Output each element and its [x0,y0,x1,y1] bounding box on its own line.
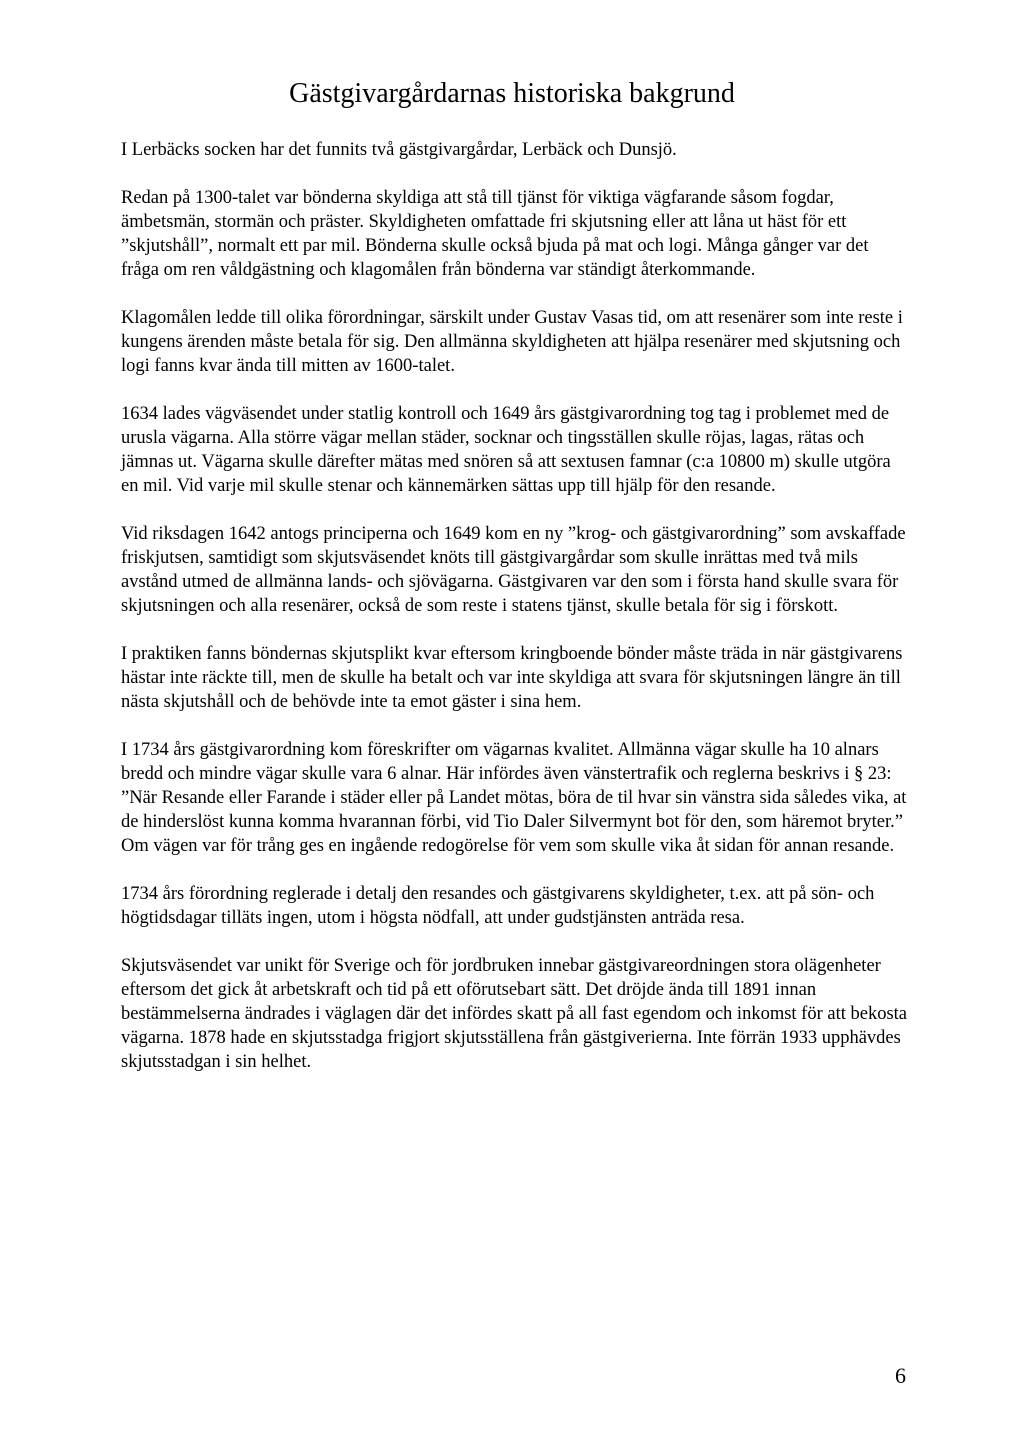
paragraph-4: 1634 lades vägväsendet under statlig kontroll och 1649 års gästgivarordning tog tag i problemet med de urusla vägarna. Alla större vägar mellan städer, socknar och tingsställen skulle röjas, lagas, rätas och jämnas ut. Vägarna skulle därefter mätas med snören så att sextusen famnar (c:a 10800 m) skulle utgöra en mil. Vid varje mil skulle stenar och kännemärken sättas upp till hjälp för den resande. [121,404,891,496]
document-body [121,138,911,1098]
paragraph-9: Skjutsväsendet var unikt för Sverige och för jordbruken innebar gästgivareordningen stora olägenheter eftersom det gick åt arbetskraft och tid på ett oförutsebart sätt. Det dröjde ända till 1891 innan bestämmelserna ändrades i väglagen där det infördes skatt på all fast egendom och inkomst för att bekosta vägarna. 1878 hade en skjutsstadga frigjort skjutsställena från gästgiverierna. Inte förrän 1933 upphävdes skjutsstadgan i sin helhet. [121,956,907,1072]
page-title: Gästgivargårdarnas historiska bakgrund [289,78,735,109]
page-number: 6 [895,1363,906,1388]
paragraph-1: I Lerbäcks socken har det funnits två gästgivargårdar, Lerbäck och Dunsjö. [121,140,677,160]
paragraph-2: Redan på 1300-talet var bönderna skyldiga att stå till tjänst för viktiga vägfarande såsom fogdar, ämbetsmän, stormän och präster. Skyldigheten omfattade fri skjutsning eller att låna ut häst för ett ”skjutshåll”, normalt ett par mil. Bönderna skulle också bjuda på mat och logi. Många gånger var det fråga om ren våldgästning och klagomålen från bönderna var ständigt återkommande. [121,188,869,280]
paragraph-8: 1734 års förordning reglerade i detalj den resandes och gästgivarens skyldigheter, t.ex. att på sön- och högtidsdagar tilläts ingen, utom i högsta nödfall, att under gudstjänsten anträda resa. [121,884,875,928]
paragraph-6: I praktiken fanns böndernas skjutsplikt kvar eftersom kringboende bönder måste träda in när gästgivarens hästar inte räckte till, men de skulle ha betalt och var inte skyldiga att svara för skjutsningen längre än till nästa skjutshåll och de behövde inte ta emot gäster i sina hem. [121,644,903,712]
paragraph-7: I 1734 års gästgivarordning kom föreskrifter om vägarnas kvalitet. Allmänna vägar skulle ha 10 alnars bredd och mindre vägar skulle vara 6 alnar. Här infördes även vänstertrafik och reglerna beskrivs i § 23: ”När Resande eller Farande i städer eller på Landet mötas, böra de til hvar sin vänstra sida således vika, at de hinderslöst kunna komma hvarannan förbi, vid Tio Daler Silvermynt bot för den, som häremot bryter.” Om vägen var för trång ges en ingående redogörelse för vem som skulle vika åt sidan för annan resande. [121,740,907,856]
paragraph-3: Klagomålen ledde till olika förordningar, särskilt under Gustav Vasas tid, om att resenärer som inte reste i kungens ärenden måste betala för sig. Den allmänna skyldigheten att hjälpa resenärer med skjutsning och logi fanns kvar ända till mitten av 1600-talet. [121,308,903,376]
paragraph-5: Vid riksdagen 1642 antogs principerna och 1649 kom en ny ”krog- och gästgivarordning” som avskaffade friskjutsen, samtidigt som skjutsväsendet knöts till gästgivargårdar som skulle inrättas med två mils avstånd utmed de allmänna lands- och sjövägarna. Gästgivaren var den som i första hand skulle svara för skjutsningen och alla resenärer, också de som reste i statens tjänst, skulle betala för sig i förskott. [121,524,906,616]
